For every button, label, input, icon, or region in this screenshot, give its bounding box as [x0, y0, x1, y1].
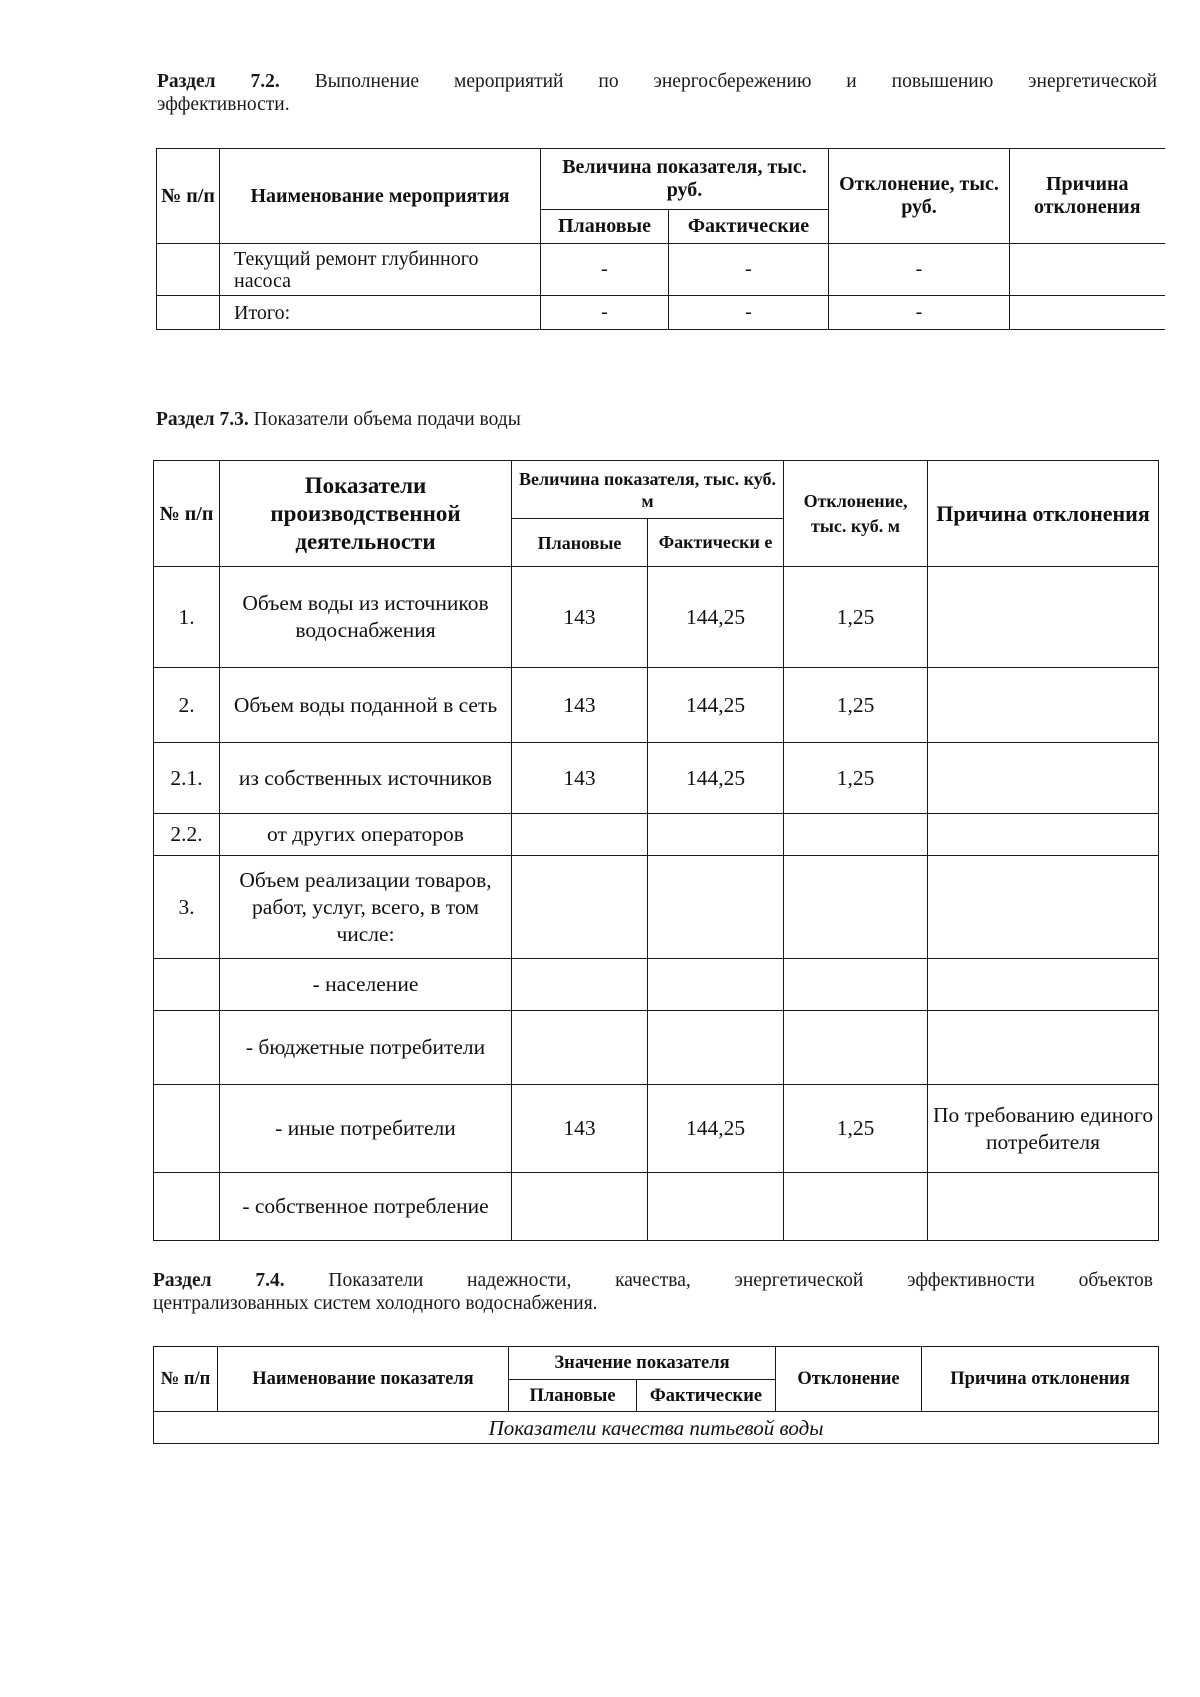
t73-header-deviation: Отклонение, тыс. куб. м: [784, 461, 928, 567]
t72-header-deviation: Отклонение, тыс. руб.: [829, 149, 1010, 244]
t74-section-row: Показатели качества питьевой воды: [154, 1412, 1159, 1444]
section-7-2-title-line2: эффективности.: [157, 94, 290, 115]
section-7-3-label: Раздел 7.3.: [156, 409, 249, 430]
t72-header-num: № п/п: [157, 149, 220, 244]
t73-row-name: - бюджетные потребители: [220, 1011, 512, 1085]
table-row: 3. Объем реализации товаров, работ, услуг, всего, в том числе:: [154, 856, 1159, 959]
t73-row-reason: По требованию единого потребителя: [928, 1085, 1159, 1173]
table-row: [154, 959, 1159, 1011]
t72-row-name: Итого:: [220, 296, 541, 330]
t73-row-name: Объем воды поданной в сеть: [220, 668, 512, 743]
t72-header-value-group: Величина показателя, тыс. руб.: [541, 149, 829, 210]
t73-row-name: - население: [220, 959, 512, 1011]
t73-row-name: Объем воды из источников водоснабжения: [220, 567, 512, 668]
t73-header-planned: Плановые: [512, 519, 648, 567]
table-row: 2.1. из собственных источников 143 144,25 1,25: [154, 743, 1159, 814]
section-7-2-heading: [157, 70, 1157, 116]
table-row: 2. Объем воды поданной в сеть 143 144,25 1,25: [154, 668, 1159, 743]
t74-header-actual: Фактические: [637, 1380, 776, 1412]
section-7-3-title: Показатели объема подачи воды: [253, 409, 521, 430]
t72-header-actual: Фактические: [669, 210, 829, 244]
t74-header-name: Наименование показателя: [218, 1347, 509, 1412]
t74-header-num: № п/п: [154, 1347, 218, 1412]
t73-header-value-group: Величина показателя, тыс. куб. м: [512, 461, 784, 519]
t73-row-name: - иные потребители: [220, 1085, 512, 1173]
table-7-2: [156, 148, 1165, 330]
t74-header-reason: Причина отклонения: [922, 1347, 1159, 1412]
t73-header-num: № п/п: [154, 461, 220, 567]
t73-row-name: - собственное потребление: [220, 1173, 512, 1241]
section-7-3-heading: [156, 408, 1056, 431]
table-row: - иные потребители 143 144,25 1,25 По требованию единого потребителя: [154, 1085, 1159, 1173]
table-row: Текущий ремонт глубинного насоса - - -: [157, 244, 1165, 296]
t72-row-name: Текущий ремонт глубинного насоса: [220, 244, 541, 296]
section-7-2-label: Раздел 7.2.: [157, 71, 280, 92]
t72-header-name: Наименование мероприятия: [220, 149, 541, 244]
t73-row-name: из собственных источников: [220, 743, 512, 814]
t73-header-reason: Причина отклонения: [928, 461, 1159, 567]
t74-header-planned: Плановые: [509, 1380, 637, 1412]
section-7-4-label: Раздел 7.4.: [153, 1270, 285, 1291]
t73-header-actual: Фактически е: [648, 519, 784, 567]
table-row: Итого: - - -: [157, 296, 1165, 330]
table-row: 2.2. от других операторов: [154, 814, 1159, 856]
table-row: [154, 1011, 1159, 1085]
table-row: [154, 1173, 1159, 1241]
table-7-3: [153, 460, 1159, 1241]
t73-header-name: Показатели производственной деятельности: [220, 461, 512, 567]
t72-header-planned: Плановые: [541, 210, 669, 244]
t72-header-reason: Причина отклонения: [1010, 149, 1165, 244]
section-7-4-title-line2: централизованных систем холодного водоснабжения.: [153, 1293, 598, 1314]
t73-row-name: Объем реализации товаров, работ, услуг, всего, в том числе:: [220, 856, 512, 959]
table-7-4: [153, 1346, 1159, 1444]
t74-header-deviation: Отклонение: [776, 1347, 922, 1412]
section-7-4-heading: [153, 1269, 1153, 1315]
section-7-4-title-line1: Раздел 7.4. Показатели надежности, качества, энергетической эффективности объектов: [153, 1270, 1154, 1291]
t74-header-value-group: Значение показателя: [509, 1347, 776, 1380]
table-row: 1. Объем воды из источников водоснабжения 143 144,25 1,25: [154, 567, 1159, 668]
t73-row-name: от других операторов: [220, 814, 512, 856]
table-row: [154, 1412, 1159, 1444]
section-7-2-title-line1: Раздел 7.2. Выполнение мероприятий по энергосбережению и повышению энергетической: [157, 71, 1158, 92]
